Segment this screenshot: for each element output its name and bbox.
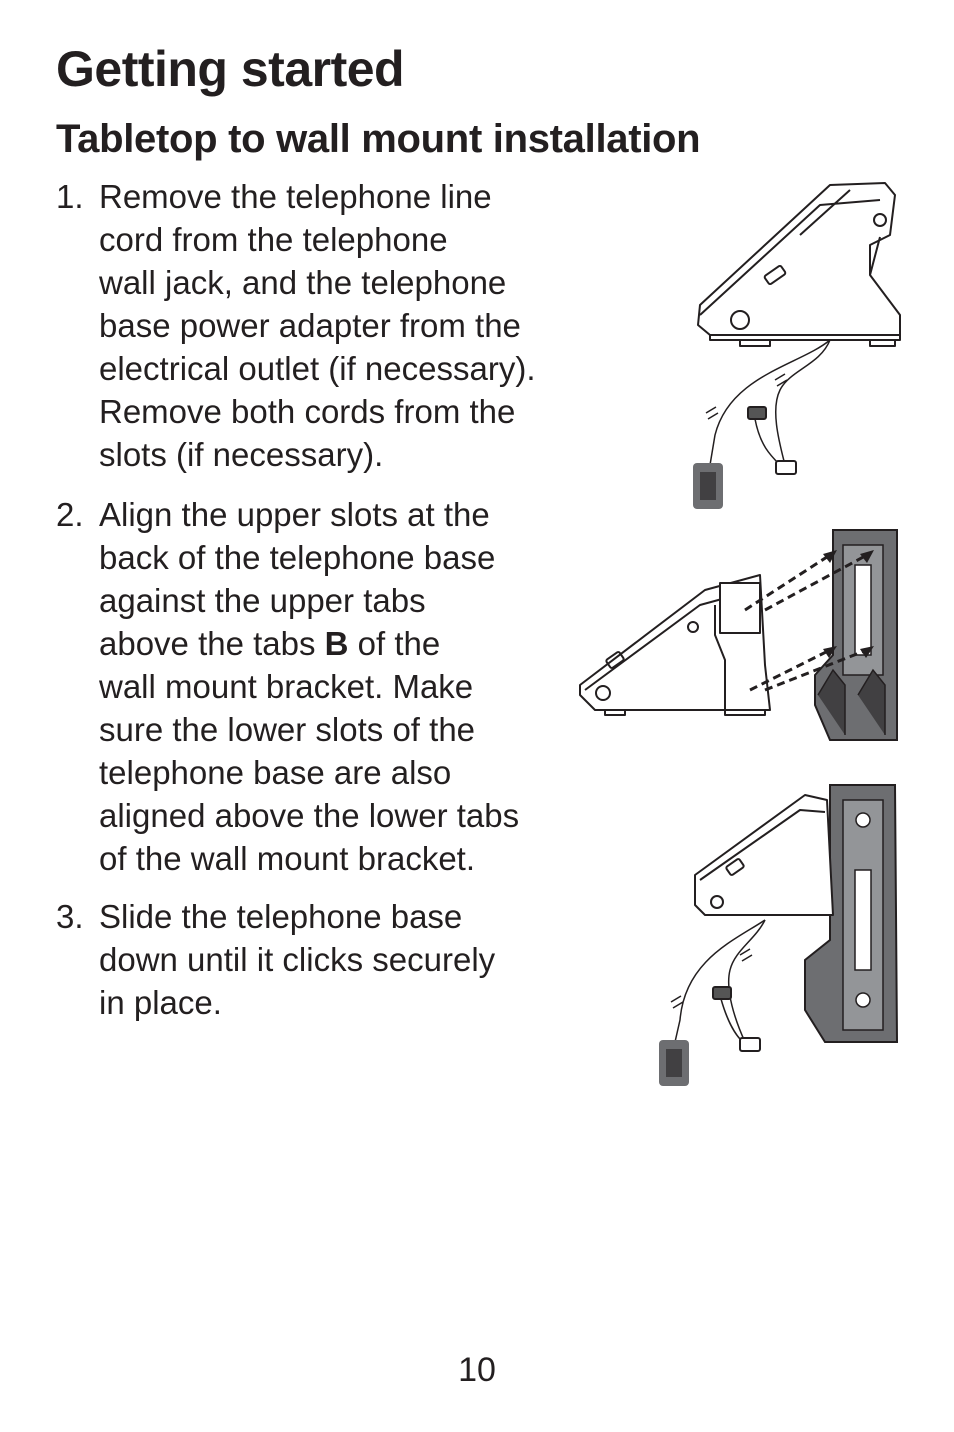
step-number: 1. xyxy=(56,178,84,215)
page-title: Getting started xyxy=(56,41,405,97)
illustration-phone-base-cords xyxy=(680,175,910,515)
step-text-part: of the wall mount bracket. Make sure the lower slots of the telephone base are also aligned above the lower tabs of the wall mount bracket. xyxy=(99,625,520,877)
step-number: 3. xyxy=(56,898,84,935)
illustration-mounted xyxy=(655,780,905,1090)
page-number: 10 xyxy=(458,1351,496,1389)
step-text-part: Align the upper slots at the back of the telephone base against the upper tabs above the tabs xyxy=(99,496,496,662)
step-1 xyxy=(56,175,596,476)
step-text: Remove the telephone line cord from the telephone wall jack, and the telephone base power adapter from the electrical outlet (if necessary). Remove both cords from the slots (if necessary). xyxy=(99,178,536,473)
illustration-align-bracket xyxy=(575,525,905,745)
step-text xyxy=(99,493,596,880)
step-number: 2. xyxy=(56,496,84,533)
section-title: Tabletop to wall mount installation xyxy=(56,117,701,161)
step-2 xyxy=(56,493,596,880)
step-3 xyxy=(56,895,596,1024)
tab-label-b: B xyxy=(324,625,349,662)
step-text: Slide the telephone base down until it clicks securely in place. xyxy=(99,898,496,1021)
